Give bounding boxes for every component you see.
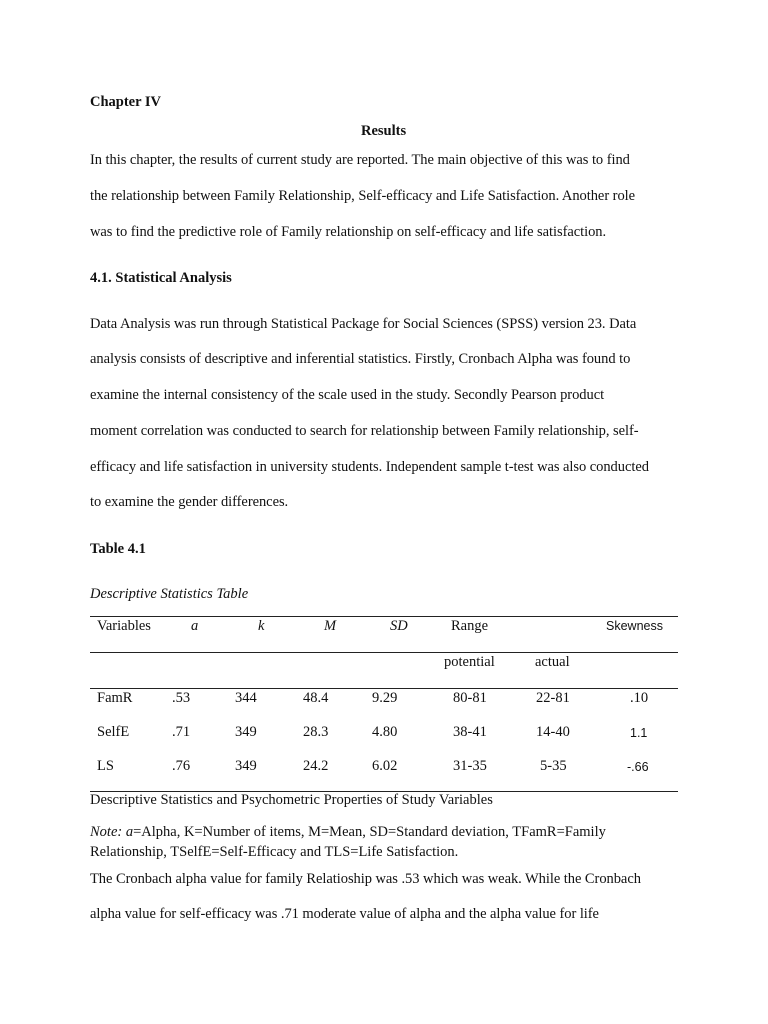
cell-potential: 38-41 <box>453 724 487 740</box>
cell-skewness: -.66 <box>627 760 649 774</box>
cell-skewness: .10 <box>630 690 649 706</box>
cell-alpha: .53 <box>172 690 191 706</box>
section-heading: 4.1. Statistical Analysis <box>90 270 232 286</box>
cell-alpha: .76 <box>172 758 191 774</box>
cell-actual: 22-81 <box>536 690 570 706</box>
header-potential: potential <box>444 654 495 670</box>
header-variables: Variables <box>97 618 151 634</box>
table-label: Table 4.1 <box>90 541 146 557</box>
analysis-line: to examine the gender differences. <box>90 494 289 510</box>
cell-alpha: .71 <box>172 724 191 740</box>
header-sd: SD <box>390 618 408 634</box>
cell-k: 349 <box>235 758 257 774</box>
cell-potential: 80-81 <box>453 690 487 706</box>
results-heading: Results <box>361 123 407 139</box>
cell-sd: 6.02 <box>372 758 398 774</box>
cell-variable: LS <box>97 758 114 774</box>
cell-sd: 9.29 <box>372 690 398 706</box>
intro-line: the relationship between Family Relationship, Self-efficacy and Life Satisfaction. Another role <box>90 188 636 204</box>
cell-variable: SelfE <box>97 724 130 740</box>
cell-k: 349 <box>235 724 257 740</box>
cell-mean: 28.3 <box>303 724 329 740</box>
header-alpha: a <box>191 618 199 634</box>
analysis-line: examine the internal consistency of the scale used in the study. Secondly Pearson product <box>90 387 605 403</box>
table-body-rule <box>90 688 678 689</box>
closing-line: The Cronbach alpha value for family Relatioship was .53 which was weak. While the Cronbach <box>90 871 641 887</box>
analysis-line: moment correlation was conducted to search for relationship between Family relationship, self- <box>90 423 639 439</box>
cell-actual: 14-40 <box>536 724 570 740</box>
cell-mean: 24.2 <box>303 758 329 774</box>
header-actual: actual <box>535 654 570 670</box>
table-caption: Descriptive Statistics and Psychometric Properties of Study Variables <box>90 792 493 808</box>
closing-line: alpha value for self-efficacy was .71 moderate value of alpha and the alpha value for life <box>90 906 599 922</box>
cell-k: 344 <box>235 690 257 706</box>
table-note <box>90 822 690 862</box>
table-header-rule <box>90 652 678 653</box>
cell-skewness: 1.1 <box>630 726 648 740</box>
analysis-line: Data Analysis was run through Statistical Package for Social Sciences (SPSS) version 23. Data <box>90 316 637 332</box>
table-title: Descriptive Statistics Table <box>90 586 249 602</box>
header-skewness: Skewness <box>606 619 663 633</box>
cell-potential: 31-35 <box>453 758 487 774</box>
intro-line: was to find the predictive role of Family relationship on self-efficacy and life satisfaction. <box>90 224 607 240</box>
note-alpha-symbol: a <box>125 824 134 840</box>
table-top-rule <box>90 616 678 617</box>
note-line2: Relationship, TSelfE=Self-Efficacy and TLS=Life Satisfaction. <box>90 844 459 860</box>
chapter-label: Chapter IV <box>90 94 162 110</box>
intro-line: In this chapter, the results of current study are reported. The main objective of this was to find <box>90 152 630 168</box>
note-line1: =Alpha, K=Number of items, M=Mean, SD=Standard deviation, TFamR=Family <box>133 824 606 840</box>
analysis-line: analysis consists of descriptive and inferential statistics. Firstly, Cronbach Alpha was found to <box>90 351 631 367</box>
header-k: k <box>258 618 265 634</box>
cell-mean: 48.4 <box>303 690 329 706</box>
cell-sd: 4.80 <box>372 724 398 740</box>
header-mean: M <box>324 618 337 634</box>
cell-variable: FamR <box>97 690 133 706</box>
header-range: Range <box>451 618 489 634</box>
analysis-line: efficacy and life satisfaction in university students. Independent sample t-test was also conducted <box>90 459 649 475</box>
cell-actual: 5-35 <box>540 758 567 774</box>
note-label: Note: <box>90 824 123 840</box>
